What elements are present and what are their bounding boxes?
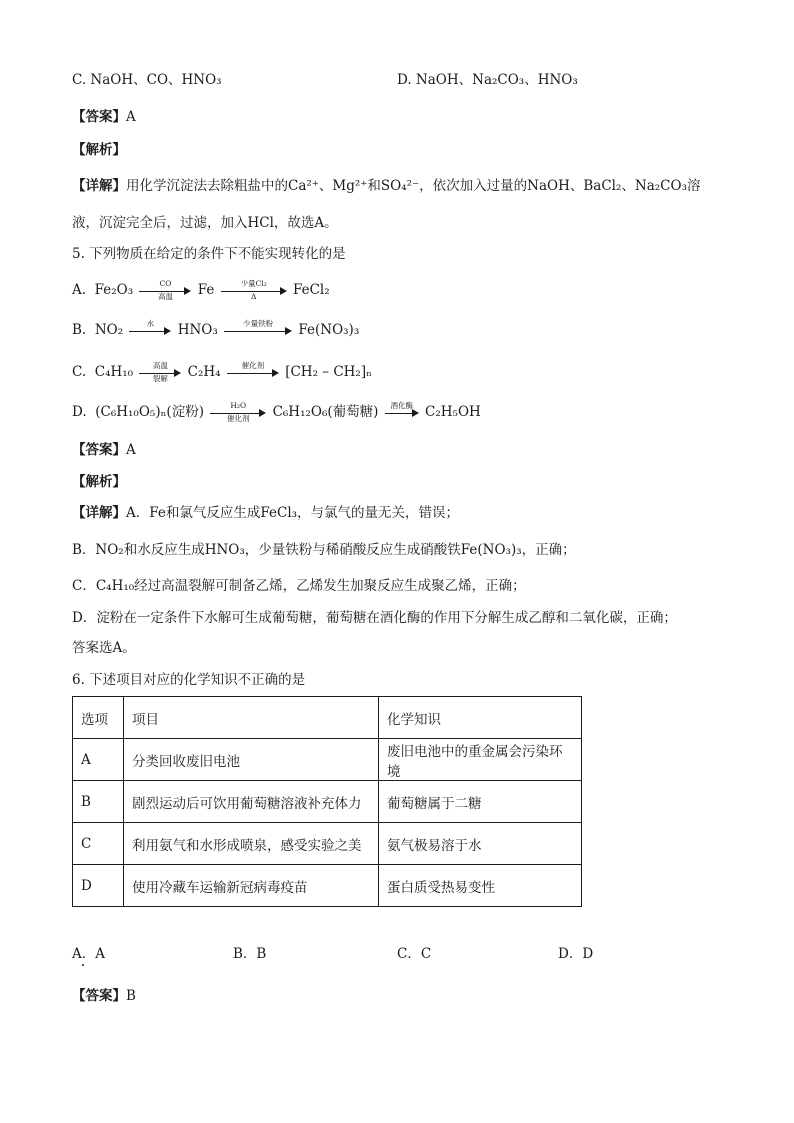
arrow-condition-bottom: 裂解 <box>152 373 168 383</box>
reactant: Fe₂O₃ <box>94 282 134 298</box>
intermediate: C₆H₁₂O₆(葡萄糖) <box>272 404 379 420</box>
q5-detail-d: D．淀粉在一定条件下水解可生成葡萄糖，葡萄糖在酒化酶的作用下分解生成乙醇和二氧化碳，正确； <box>72 610 677 626</box>
table-cell: D <box>73 865 124 907</box>
arrow-condition-top: 少量Cl₂ <box>240 278 267 288</box>
q5-option-d <box>72 402 481 423</box>
q5-option-a <box>72 280 330 301</box>
table-header-cell: 化学知识 <box>379 697 582 739</box>
q5-option-b <box>72 320 359 341</box>
table-cell: 废旧电池中的重金属会污染环境 <box>379 739 582 781</box>
reaction-arrow <box>129 318 171 341</box>
reactant: C₄H₁₀ <box>94 364 134 380</box>
answer-label: 【答案】 <box>72 988 126 1004</box>
arrow-condition-top: 酒化酶 <box>390 400 413 410</box>
table-cell: 氨气极易溶于水 <box>379 823 582 865</box>
answer-label: 【答案】 <box>72 442 126 458</box>
reaction-arrow <box>210 400 266 423</box>
arrow-condition-bottom: 催化剂 <box>227 413 250 423</box>
table-row <box>73 865 582 907</box>
table-header-cell: 项目 <box>124 697 379 739</box>
q5-detail-b: B．NO₂和水反应生成HNO₃，少量铁粉与稀硝酸反应生成硝酸铁Fe(NO₃)₃，正确； <box>72 542 576 558</box>
answer-label: 【答案】 <box>72 109 126 125</box>
detail-label: 【详解】 <box>72 178 126 194</box>
q6-stem: 6. 下述项目对应的化学知识不正确的是 <box>72 672 306 688</box>
table-cell: A <box>73 739 124 781</box>
table-cell: C <box>73 823 124 865</box>
product: C₂H₅OH <box>425 404 481 420</box>
q6-option-c: C．C <box>397 946 432 962</box>
table-cell: 利用氨气和水形成喷泉，感受实验之美 <box>124 823 379 865</box>
q6-option-b: B．B <box>233 946 267 962</box>
detail-text: A．Fe和氯气反应生成FeCl₃，与氯气的量无关，错误； <box>126 505 460 521</box>
detail-text: 用化学沉淀法去除粗盐中的Ca²⁺、Mg²⁺和SO₄²⁻，依次加入过量的NaOH、BaCl₂、Na₂CO₃溶 <box>126 178 701 194</box>
answer-value: A <box>126 442 136 458</box>
arrow-head-icon <box>285 327 292 335</box>
q5-option-c <box>72 362 372 383</box>
arrow-head-icon <box>164 327 171 335</box>
reaction-arrow <box>227 360 279 383</box>
arrow-condition-top: H₂O <box>230 400 247 410</box>
q4-analysis-label <box>72 140 126 160</box>
detail-label: 【详解】 <box>72 505 126 521</box>
reaction-arrow <box>385 400 419 423</box>
arrow-condition-top: 催化剂 <box>241 360 265 370</box>
table-header-cell: 选项 <box>73 697 124 739</box>
table-cell: 剧烈运动后可饮用葡萄糖溶液补充体力 <box>124 781 379 823</box>
intermediate: Fe <box>197 282 215 298</box>
arrow-condition-top: 高温 <box>152 360 168 370</box>
arrow-condition-top: CO <box>159 278 172 288</box>
table-row <box>73 739 582 781</box>
q5-stem: 5. 下列物质在给定的条件下不能实现转化的是 <box>72 246 346 262</box>
q5-detail-c: C．C₄H₁₀经过高温裂解可制备乙烯，乙烯发生加聚反应生成聚乙烯，正确； <box>72 578 526 594</box>
arrow-condition-top: 少量铁粉 <box>243 318 274 328</box>
arrow-head-icon <box>272 369 279 377</box>
option-prefix: D. <box>72 404 87 420</box>
product: Fe(NO₃)₃ <box>298 322 360 338</box>
q6-table <box>72 696 582 907</box>
product: FeCl₂ <box>292 282 330 298</box>
reaction-arrow <box>139 278 191 301</box>
reactant: (C₆H₁₀O₅)ₙ(淀粉) <box>95 404 204 420</box>
stray-dot <box>82 964 84 966</box>
reaction-arrow <box>224 318 292 341</box>
table-cell: B <box>73 781 124 823</box>
q6-option-a: A．A <box>72 946 105 962</box>
arrow-condition-top: 水 <box>146 318 155 328</box>
q5-detail-a <box>72 503 459 523</box>
arrow-condition-bottom: Δ <box>250 291 257 301</box>
arrow-condition-bottom: 高温 <box>157 291 173 301</box>
answer-value: B <box>126 988 136 1004</box>
reaction-arrow <box>139 360 181 383</box>
q6-answer <box>72 986 136 1006</box>
analysis-label: 【解析】 <box>72 142 126 158</box>
option-prefix: B. <box>72 322 87 338</box>
answer-value: A <box>126 109 136 125</box>
reaction-arrow <box>221 278 287 301</box>
q5-conclusion: 答案选A。 <box>72 640 136 656</box>
intermediate: C₂H₄ <box>187 364 221 380</box>
q4-detail-line2: 液，沉淀完全后，过滤，加入HCl，故选A。 <box>72 215 338 231</box>
q5-analysis-label <box>72 472 126 492</box>
q5-answer <box>72 440 136 460</box>
reactant: NO₂ <box>94 322 124 338</box>
q4-answer <box>72 107 136 127</box>
arrow-head-icon <box>412 409 419 417</box>
table-cell: 使用冷藏车运输新冠病毒疫苗 <box>124 865 379 907</box>
q6-option-d: D．D <box>558 946 594 962</box>
analysis-label: 【解析】 <box>72 474 126 490</box>
product: [CH₂ – CH₂]ₙ <box>285 364 372 380</box>
table-row <box>73 823 582 865</box>
table-cell: 分类回收废旧电池 <box>124 739 379 781</box>
table-header-row <box>73 697 582 739</box>
q4-detail-line1 <box>72 176 701 196</box>
option-prefix: A. <box>72 282 87 298</box>
option-prefix: C. <box>72 364 87 380</box>
table-cell: 葡萄糖属于二糖 <box>379 781 582 823</box>
table-row <box>73 781 582 823</box>
intermediate: HNO₃ <box>177 322 218 338</box>
table-cell: 蛋白质受热易变性 <box>379 865 582 907</box>
q4-option-d: D. NaOH、Na₂CO₃、HNO₃ <box>397 72 578 88</box>
q4-option-c: C. NaOH、CO、HNO₃ <box>72 72 222 88</box>
